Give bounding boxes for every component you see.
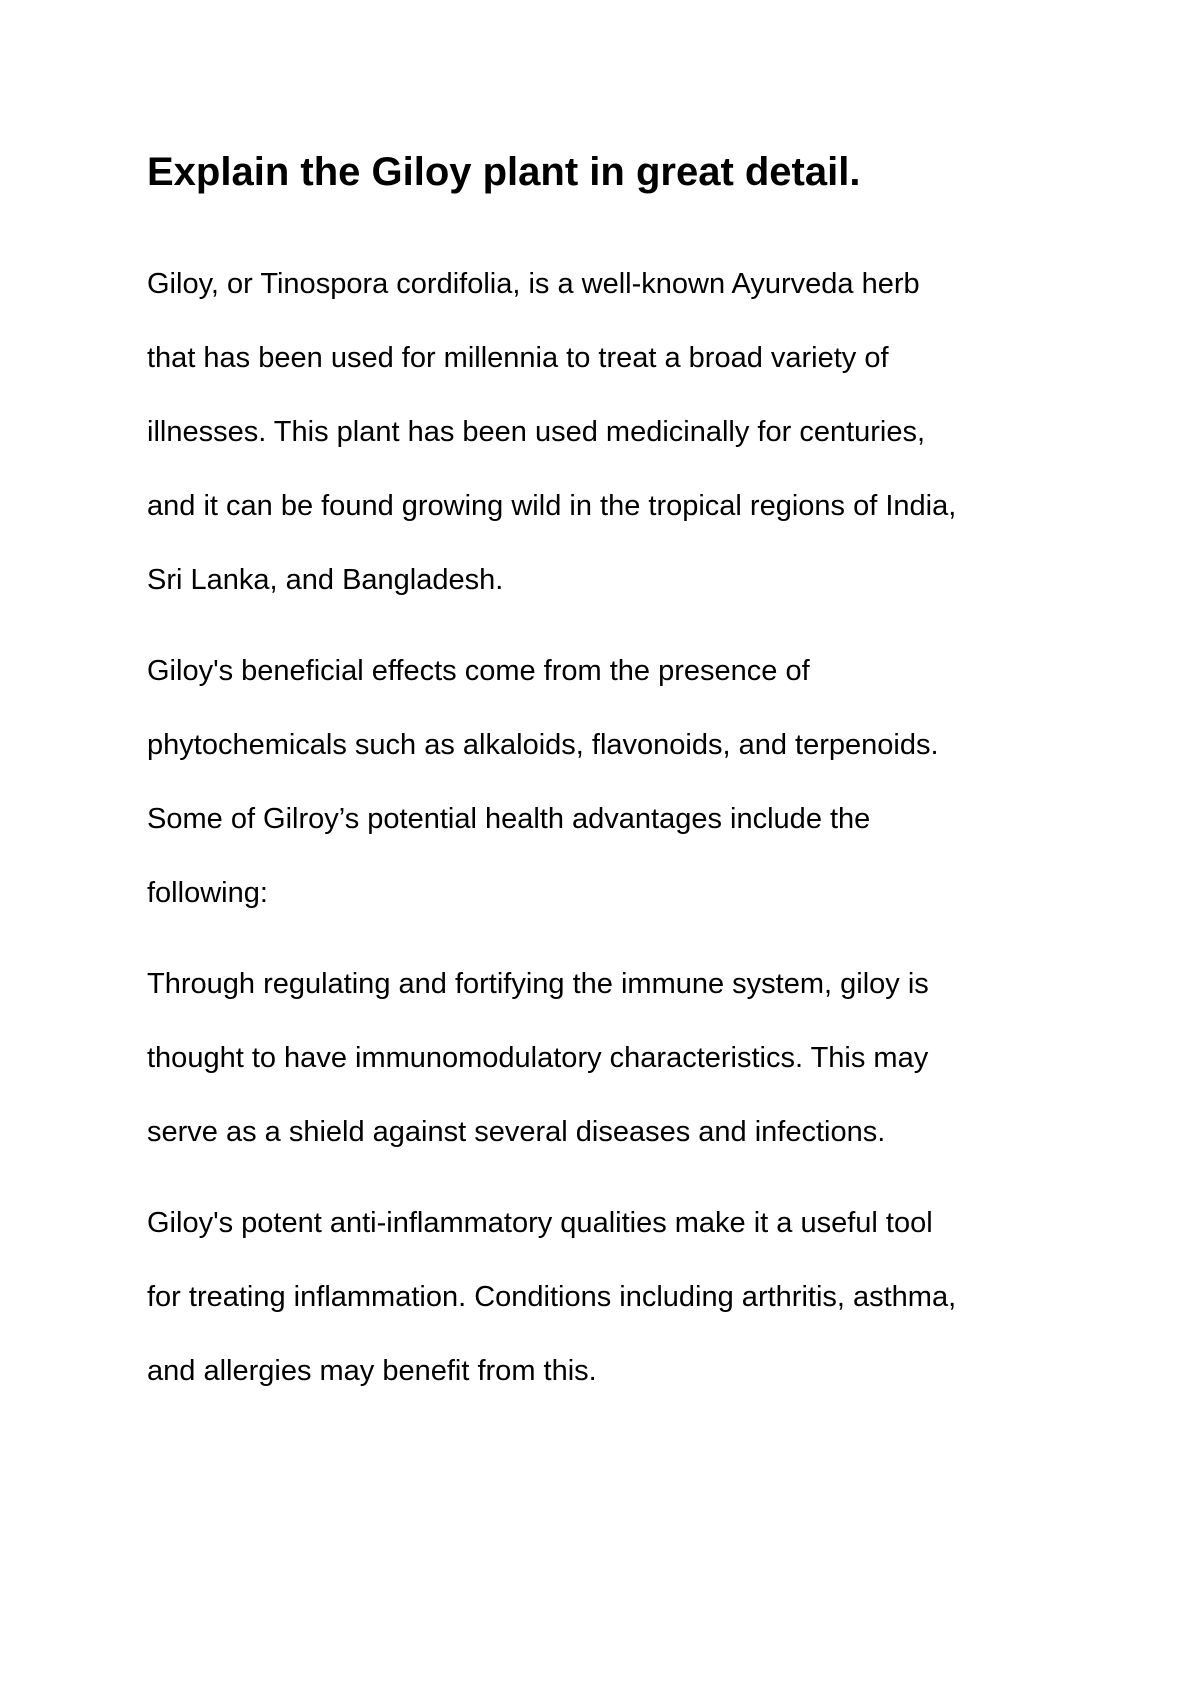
body-line: illnesses. This plant has been used medicinally for centuries, [147,416,926,448]
body-line: Sri Lanka, and Bangladesh. [147,564,504,596]
body-line: serve as a shield against several diseases and infections. [147,1116,886,1148]
body-line: phytochemicals such as alkaloids, flavonoids, and terpenoids. [147,729,939,761]
body-line: for treating inflammation. Conditions including arthritis, asthma, [147,1281,957,1313]
page-title: Explain the Giloy plant in great detail. [147,150,861,194]
body-line: Giloy's potent anti-inflammatory qualities make it a useful tool [147,1207,933,1239]
body-line: Giloy's beneficial effects come from the presence of [147,655,810,687]
body-line: that has been used for millennia to treat a broad variety of [147,342,889,374]
body-line: following: [147,877,268,909]
body-line: Through regulating and fortifying the immune system, giloy is [147,968,929,1000]
body-line: Some of Gilroy’s potential health advantages include the [147,803,871,835]
body-line: and it can be found growing wild in the tropical regions of India, [147,490,957,522]
body-line: and allergies may benefit from this. [147,1355,597,1387]
body-line: thought to have immunomodulatory characteristics. This may [147,1042,929,1074]
body-line: Giloy, or Tinospora cordifolia, is a well-known Ayurveda herb [147,268,920,300]
